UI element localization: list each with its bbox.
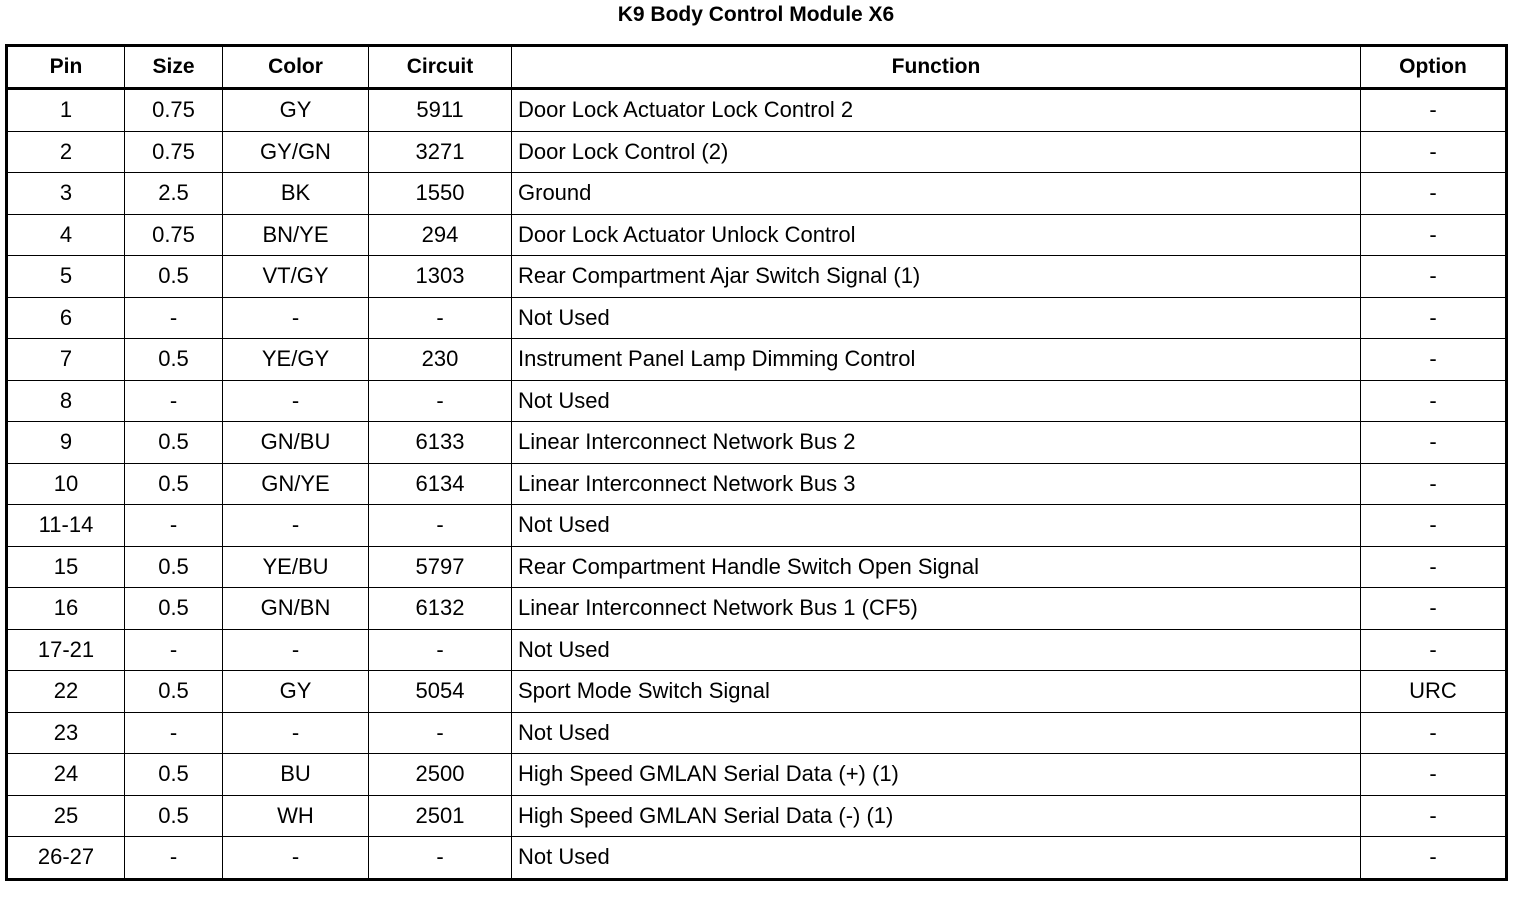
column-header-circuit: Circuit (369, 46, 512, 89)
pin-cell: 2 (7, 131, 125, 173)
function-cell: Ground (512, 173, 1361, 215)
table-row (7, 339, 1507, 381)
color-cell: WH (223, 795, 369, 837)
table-row (7, 89, 1507, 132)
pin-cell: 9 (7, 422, 125, 464)
color-cell: BN/YE (223, 214, 369, 256)
color-cell: YE/BU (223, 546, 369, 588)
column-header-pin: Pin (7, 46, 125, 89)
function-cell: Not Used (512, 712, 1361, 754)
circuit-cell: 2501 (369, 795, 512, 837)
table-row (7, 629, 1507, 671)
pin-cell: 7 (7, 339, 125, 381)
pin-cell: 24 (7, 754, 125, 796)
circuit-cell: 5911 (369, 89, 512, 132)
function-cell: High Speed GMLAN Serial Data (-) (1) (512, 795, 1361, 837)
pin-cell: 5 (7, 256, 125, 298)
connector-pinout-table (5, 44, 1508, 881)
size-cell: 0.5 (125, 588, 223, 630)
page-title: K9 Body Control Module X6 (617, 3, 895, 26)
size-cell: - (125, 297, 223, 339)
circuit-cell: - (369, 712, 512, 754)
color-cell: - (223, 297, 369, 339)
pin-cell: 15 (7, 546, 125, 588)
circuit-cell: 6132 (369, 588, 512, 630)
header-row (7, 46, 1507, 89)
circuit-cell: - (369, 837, 512, 880)
function-cell: Not Used (512, 380, 1361, 422)
option-cell: - (1361, 712, 1507, 754)
size-cell: 0.75 (125, 214, 223, 256)
pin-cell: 10 (7, 463, 125, 505)
circuit-cell: 1303 (369, 256, 512, 298)
table-row (7, 588, 1507, 630)
function-cell: Not Used (512, 297, 1361, 339)
table-row (7, 463, 1507, 505)
function-cell: Door Lock Actuator Lock Control 2 (512, 89, 1361, 132)
table-row (7, 297, 1507, 339)
column-header-function: Function (512, 46, 1361, 89)
option-cell: - (1361, 505, 1507, 547)
color-cell: GY (223, 671, 369, 713)
option-cell: - (1361, 214, 1507, 256)
circuit-cell: 6133 (369, 422, 512, 464)
size-cell: - (125, 629, 223, 671)
option-cell: URC (1361, 671, 1507, 713)
circuit-cell: - (369, 505, 512, 547)
color-cell: GN/BU (223, 422, 369, 464)
color-cell: GY/GN (223, 131, 369, 173)
pin-cell: 25 (7, 795, 125, 837)
table-row (7, 256, 1507, 298)
color-cell: - (223, 712, 369, 754)
size-cell: 0.5 (125, 795, 223, 837)
color-cell: - (223, 629, 369, 671)
pin-cell: 11-14 (7, 505, 125, 547)
function-cell: Instrument Panel Lamp Dimming Control (512, 339, 1361, 381)
circuit-cell: 230 (369, 339, 512, 381)
option-cell: - (1361, 795, 1507, 837)
table-row (7, 214, 1507, 256)
size-cell: 0.5 (125, 422, 223, 464)
size-cell: - (125, 712, 223, 754)
function-cell: Linear Interconnect Network Bus 3 (512, 463, 1361, 505)
pin-cell: 22 (7, 671, 125, 713)
function-cell: Linear Interconnect Network Bus 1 (CF5) (512, 588, 1361, 630)
option-cell: - (1361, 463, 1507, 505)
color-cell: - (223, 505, 369, 547)
function-cell: Not Used (512, 629, 1361, 671)
color-cell: VT/GY (223, 256, 369, 298)
size-cell: 0.5 (125, 546, 223, 588)
size-cell: 0.5 (125, 339, 223, 381)
circuit-cell: - (369, 380, 512, 422)
table-row (7, 795, 1507, 837)
pin-cell: 26-27 (7, 837, 125, 880)
color-cell: - (223, 837, 369, 880)
size-cell: 0.5 (125, 754, 223, 796)
function-cell: Rear Compartment Handle Switch Open Signal (512, 546, 1361, 588)
function-cell: Linear Interconnect Network Bus 2 (512, 422, 1361, 464)
pin-cell: 1 (7, 89, 125, 132)
pin-cell: 4 (7, 214, 125, 256)
pin-cell: 6 (7, 297, 125, 339)
color-cell: GY (223, 89, 369, 132)
color-cell: YE/GY (223, 339, 369, 381)
option-cell: - (1361, 588, 1507, 630)
size-cell: 0.5 (125, 671, 223, 713)
size-cell: 0.5 (125, 463, 223, 505)
circuit-cell: 2500 (369, 754, 512, 796)
option-cell: - (1361, 256, 1507, 298)
table-row (7, 671, 1507, 713)
table-row (7, 837, 1507, 880)
table-row (7, 173, 1507, 215)
option-cell: - (1361, 297, 1507, 339)
circuit-cell: 6134 (369, 463, 512, 505)
size-cell: 0.5 (125, 256, 223, 298)
function-cell: High Speed GMLAN Serial Data (+) (1) (512, 754, 1361, 796)
table-row (7, 422, 1507, 464)
circuit-cell: 1550 (369, 173, 512, 215)
size-cell: 0.75 (125, 89, 223, 132)
function-cell: Door Lock Actuator Unlock Control (512, 214, 1361, 256)
circuit-cell: - (369, 629, 512, 671)
size-cell: - (125, 505, 223, 547)
size-cell: - (125, 380, 223, 422)
table-row (7, 131, 1507, 173)
option-cell: - (1361, 629, 1507, 671)
pin-cell: 16 (7, 588, 125, 630)
option-cell: - (1361, 339, 1507, 381)
option-cell: - (1361, 380, 1507, 422)
size-cell: 2.5 (125, 173, 223, 215)
pin-cell: 17-21 (7, 629, 125, 671)
circuit-cell: 5797 (369, 546, 512, 588)
table-row (7, 546, 1507, 588)
pin-cell: 8 (7, 380, 125, 422)
color-cell: BK (223, 173, 369, 215)
circuit-cell: 5054 (369, 671, 512, 713)
table-row (7, 505, 1507, 547)
option-cell: - (1361, 89, 1507, 132)
size-cell: 0.75 (125, 131, 223, 173)
option-cell: - (1361, 422, 1507, 464)
circuit-cell: 3271 (369, 131, 512, 173)
option-cell: - (1361, 173, 1507, 215)
circuit-cell: - (369, 297, 512, 339)
option-cell: - (1361, 837, 1507, 880)
column-header-option: Option (1361, 46, 1507, 89)
function-cell: Not Used (512, 505, 1361, 547)
pin-cell: 3 (7, 173, 125, 215)
function-cell: Rear Compartment Ajar Switch Signal (1) (512, 256, 1361, 298)
option-cell: - (1361, 131, 1507, 173)
circuit-cell: 294 (369, 214, 512, 256)
column-header-size: Size (125, 46, 223, 89)
option-cell: - (1361, 546, 1507, 588)
size-cell: - (125, 837, 223, 880)
color-cell: - (223, 380, 369, 422)
function-cell: Sport Mode Switch Signal (512, 671, 1361, 713)
color-cell: GN/BN (223, 588, 369, 630)
pin-cell: 23 (7, 712, 125, 754)
color-cell: BU (223, 754, 369, 796)
color-cell: GN/YE (223, 463, 369, 505)
table-row (7, 380, 1507, 422)
table-row (7, 754, 1507, 796)
function-cell: Not Used (512, 837, 1361, 880)
function-cell: Door Lock Control (2) (512, 131, 1361, 173)
table-row (7, 712, 1507, 754)
column-header-color: Color (223, 46, 369, 89)
option-cell: - (1361, 754, 1507, 796)
